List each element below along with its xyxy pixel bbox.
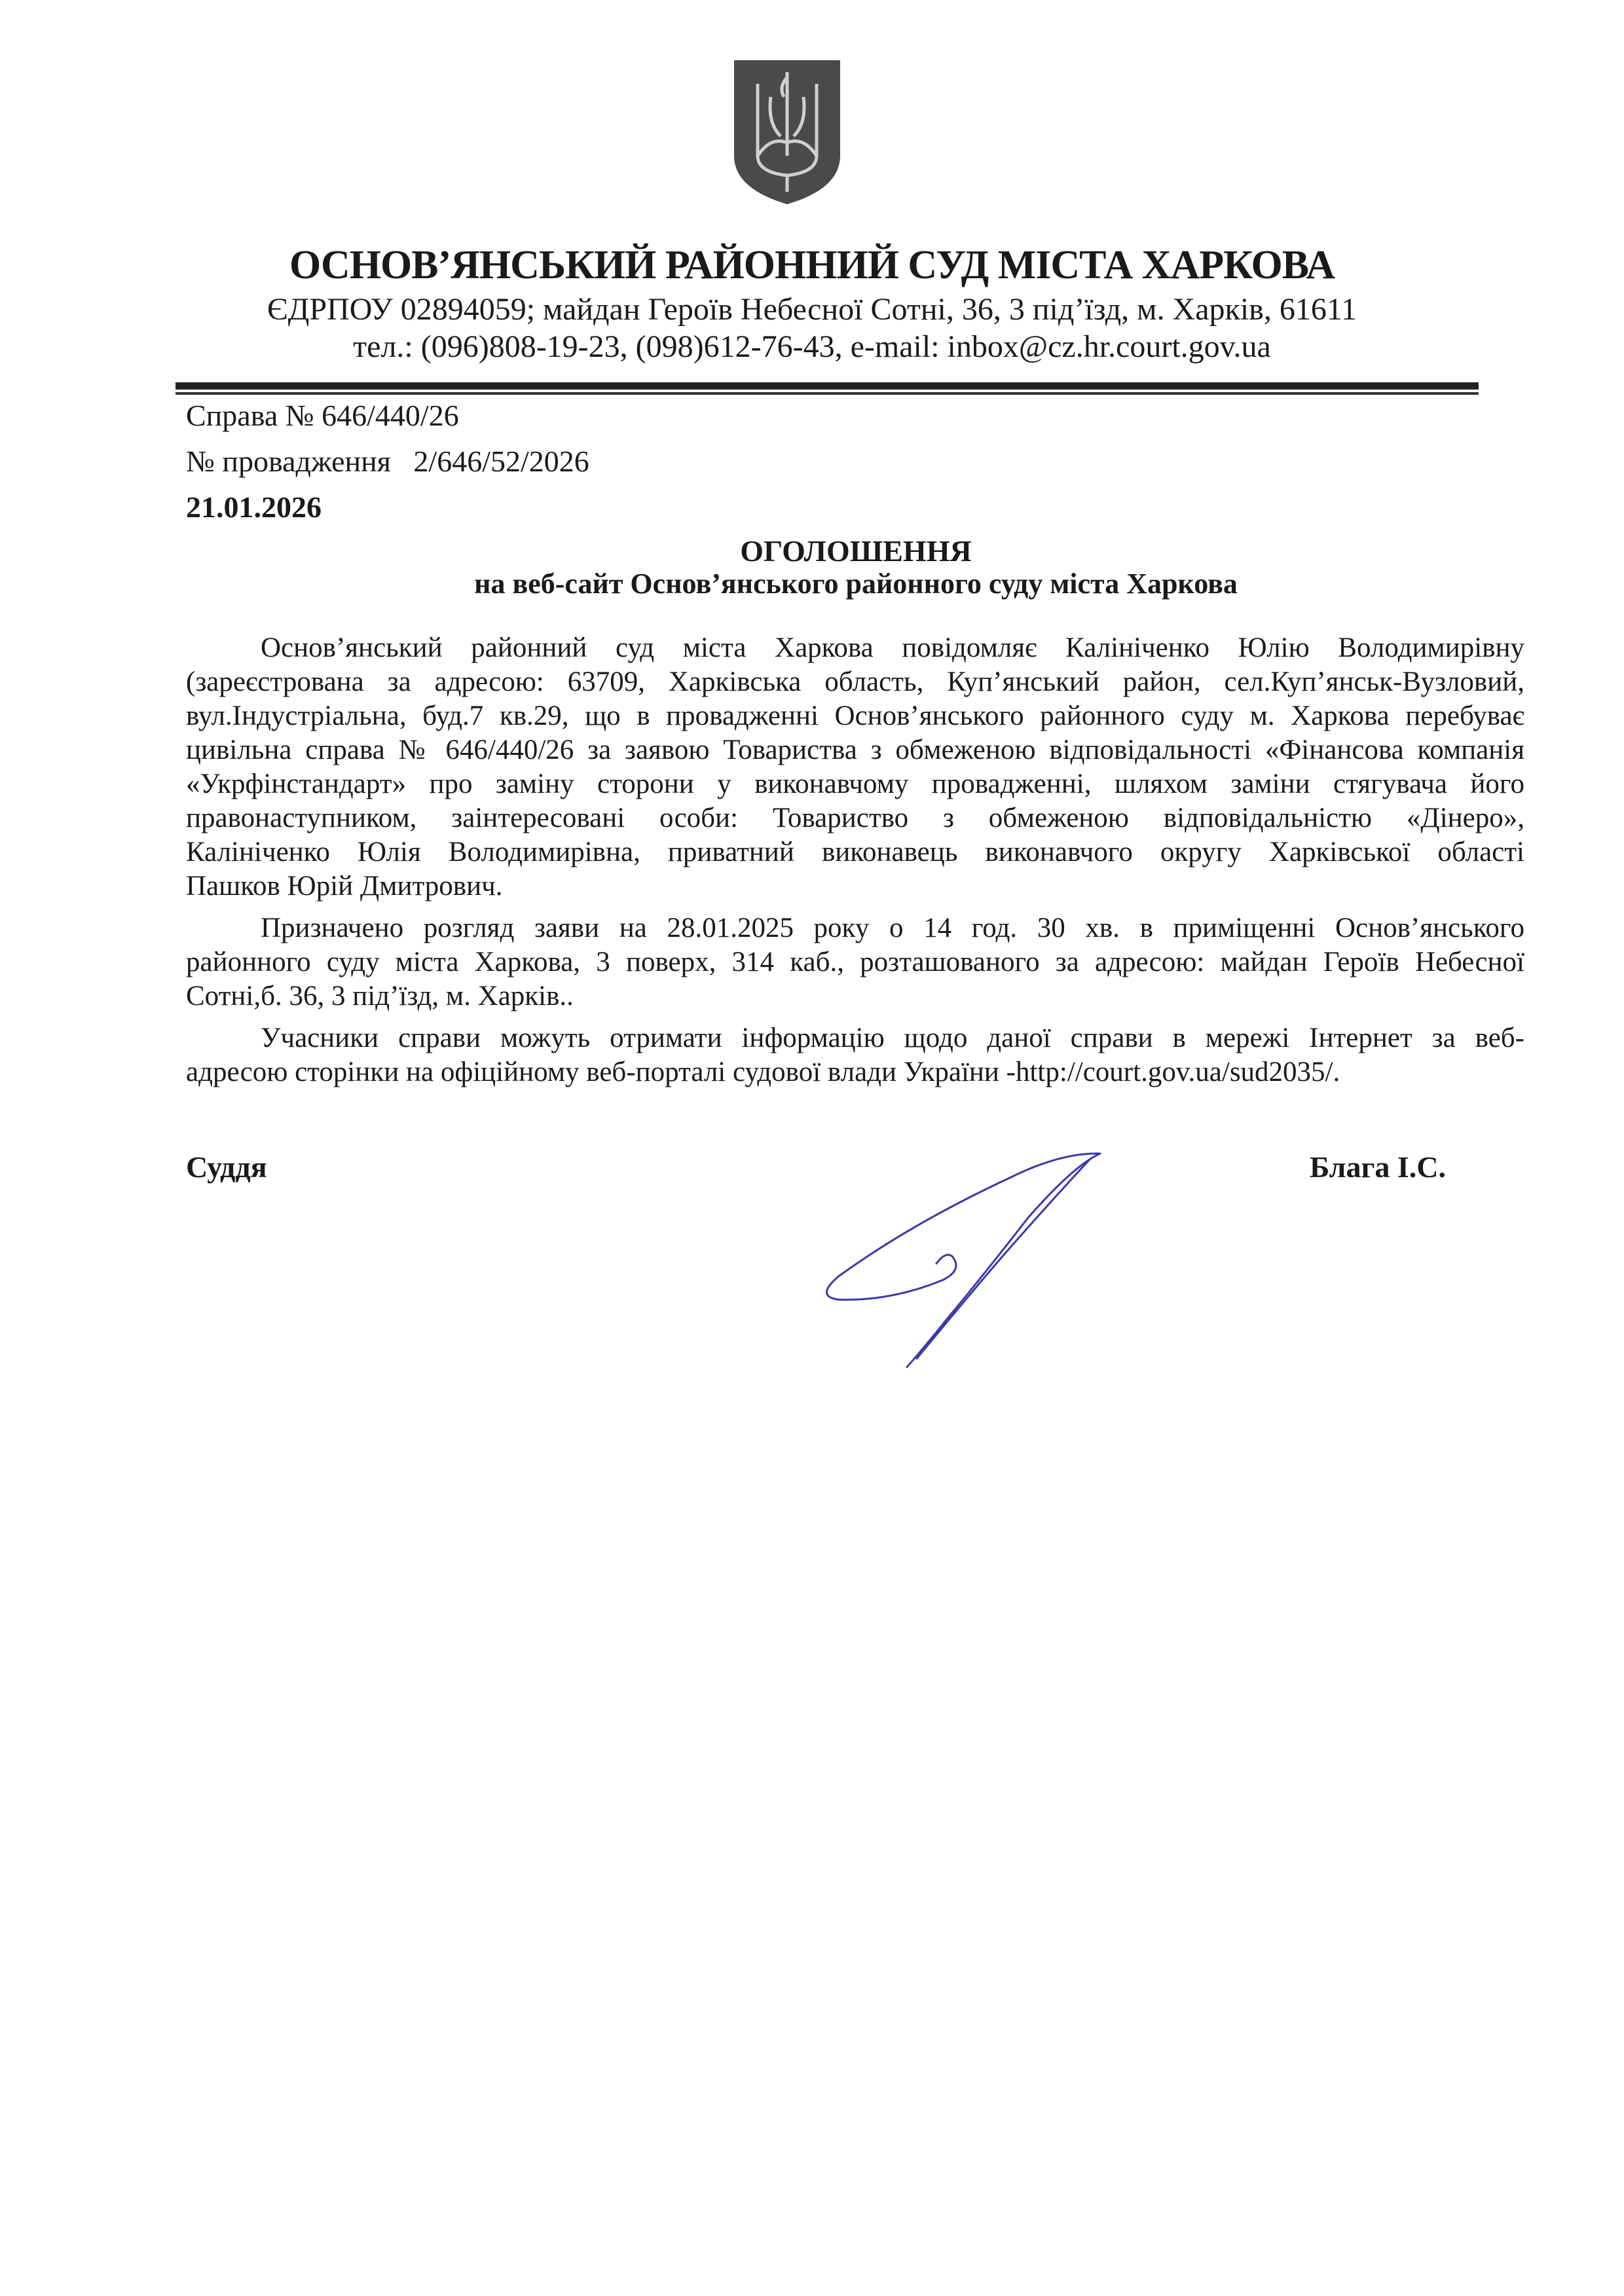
text-line: «Укрфінстандарт» про заміну сторони у виконавчому провадженні, шляхом заміни стягувача його <box>186 769 1524 799</box>
proceeding-number: № провадження 2/646/52/2026 <box>186 445 589 478</box>
coat-of-arms-trident-icon <box>731 58 843 207</box>
text-line: Пашков Юрій Дмитрович. <box>186 871 503 902</box>
case-number: Справа № 646/440/26 <box>186 399 459 432</box>
text-line: Сотні,б. 36, 3 під’їзд, м. Харків.. <box>186 981 574 1011</box>
announcement-body <box>186 631 1524 1089</box>
court-contacts: тел.: (096)808-19-23, (098)612-76-43, e-mail: inbox@cz.hr.court.gov.ua <box>353 329 1271 364</box>
text-line: (зареєстрована за адресою: 63709, Харківська область, Куп’янський район, сел.Куп’янськ-Вузловий, <box>186 666 1524 697</box>
paragraph-hearing <box>186 911 1524 1013</box>
document-date: 21.01.2026 <box>186 490 322 524</box>
text-line: вул.Індустріальна, буд.7 кв.29, що в провадженні Основ’янського районного суду м. Харкова перебуває <box>186 701 1524 731</box>
paragraph-notice <box>186 631 1524 903</box>
header-divider-thick <box>175 382 1479 390</box>
paragraph-info <box>186 1021 1524 1089</box>
court-address: ЄДРПОУ 02894059; майдан Героїв Небесної Сотні, 36, 3 під’їзд, м. Харків, 61611 <box>267 292 1357 327</box>
text-line: Калініченко Юлія Володимирівна, приватний виконавець виконавчого округу Харківської області <box>186 837 1524 867</box>
text-line: правонаступником, заінтересовані особи: Товариство з обмеженою відповідальністю «Дінеро», <box>186 803 1524 833</box>
text-line: Призначено розгляд заяви на 28.01.2025 року о 14 год. 30 хв. в приміщенні Основ’янського <box>261 913 1524 943</box>
court-name: ОСНОВ’ЯНСЬКИЙ РАЙОННИЙ СУД МІСТА ХАРКОВА <box>289 243 1335 287</box>
judge-role-label: Суддя <box>186 1150 267 1184</box>
text-line: Учасники справи можуть отримати інформацію щодо даної справи в мережі Інтернет за веб- <box>261 1023 1524 1053</box>
header-divider-thin <box>175 392 1479 395</box>
announcement-title: ОГОЛОШЕННЯ <box>740 534 972 568</box>
text-line: адресою сторінки на офіційному веб-порталі судової влади України -http://court.gov.ua/sud2035/. <box>186 1057 1340 1087</box>
text-line: районного суду міста Харкова, 3 поверх, 314 каб., розташованого за адресою: майдан Героїв Небесної <box>186 947 1524 977</box>
announcement-subtitle: на веб-сайт Основ’янського районного суду міста Харкова <box>474 568 1238 600</box>
text-line: Основ’янський районний суд міста Харкова повідомляє Калініченко Юлію Володимирівну <box>261 632 1524 663</box>
text-line: цивільна справа № 646/440/26 за заявою Товариства з обмеженою відповідальності «Фінансова компанія <box>186 735 1524 765</box>
judge-name: Блага І.С. <box>1309 1150 1446 1184</box>
handwritten-signature <box>812 1146 1107 1375</box>
